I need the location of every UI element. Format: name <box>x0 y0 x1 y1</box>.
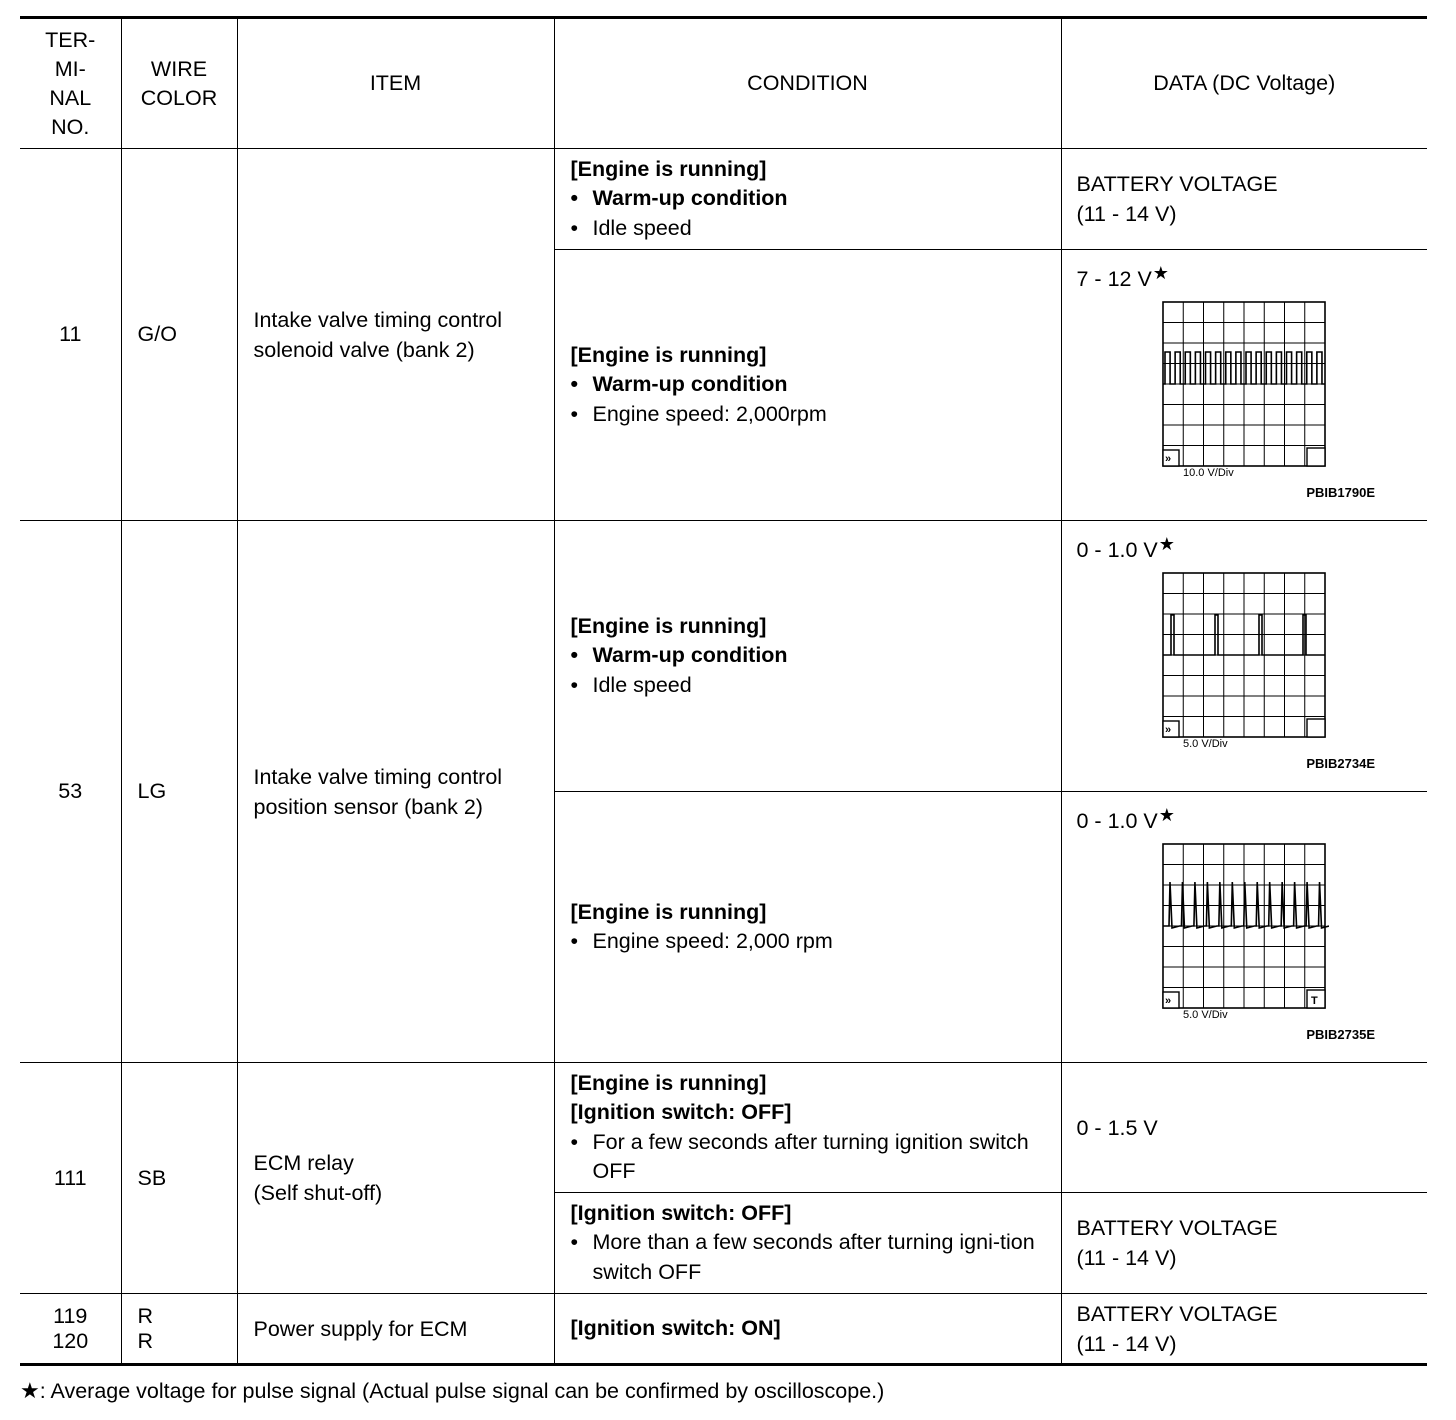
header-condition: CONDITION <box>554 18 1061 149</box>
condition-cell: [Engine is running] • Engine speed: 2,000 rpm <box>554 792 1061 1063</box>
item-description: ECM relay (Self shut-off) <box>237 1063 554 1294</box>
star-icon: ★ <box>1158 534 1175 554</box>
header-wire-color: WIRE COLOR <box>121 18 237 149</box>
terminal-number: 119 120 <box>20 1294 121 1365</box>
star-icon: ★ <box>20 1378 40 1403</box>
condition-cell: [Engine is running] [Ignition switch: OFF] • For a few seconds after turning ignition switch OFF <box>554 1063 1061 1193</box>
oscilloscope-waveform <box>1161 842 1329 1025</box>
header-data: DATA (DC Voltage) <box>1061 18 1427 149</box>
data-cell: BATTERY VOLTAGE (11 - 14 V) <box>1061 149 1427 250</box>
data-cell: BATTERY VOLTAGE (11 - 14 V) <box>1061 1294 1427 1365</box>
condition-cell: [Engine is running] • Warm-up condition • Idle speed <box>554 149 1061 250</box>
header-terminal: TER- MI- NAL NO. <box>20 18 121 149</box>
data-value: 0 - 1.0 V <box>1076 538 1158 562</box>
double-chevron-right-icon: » <box>1164 724 1171 736</box>
data-cell <box>1061 250 1427 521</box>
wire-color: LG <box>121 521 237 1063</box>
double-chevron-right-icon: » <box>1164 453 1171 465</box>
figure-code: PBIB2735E <box>1306 1027 1375 1042</box>
table-row <box>20 149 1427 250</box>
condition-cell: [Engine is running] • Warm-up condition • Engine speed: 2,000rpm <box>554 250 1061 521</box>
star-icon: ★ <box>1158 805 1175 825</box>
ecm-terminal-table <box>20 16 1427 1366</box>
condition-cell: [Ignition switch: ON] <box>554 1294 1061 1365</box>
item-description: Intake valve timing control solenoid valve (bank 2) <box>237 149 554 521</box>
condition-cell: [Engine is running] • Warm-up condition • Idle speed <box>554 521 1061 792</box>
item-description: Intake valve timing control position sensor (bank 2) <box>237 521 554 1063</box>
terminal-number: 53 <box>20 521 121 1063</box>
data-cell <box>1061 792 1427 1063</box>
footnote-text: : Average voltage for pulse signal (Actual pulse signal can be confirmed by oscilloscope.) <box>39 1379 885 1403</box>
data-value: 0 - 1.0 V <box>1076 809 1158 833</box>
terminal-number: 111 <box>20 1063 121 1294</box>
data-cell: BATTERY VOLTAGE (11 - 14 V) <box>1061 1193 1427 1294</box>
terminal-number: 11 <box>20 149 121 521</box>
header-row <box>20 18 1427 149</box>
data-cell: 0 - 1.5 V <box>1061 1063 1427 1193</box>
header-item: ITEM <box>237 18 554 149</box>
figure-code: PBIB2734E <box>1306 756 1375 771</box>
footnote <box>20 1378 884 1404</box>
star-icon: ★ <box>1152 263 1169 283</box>
trigger-marker-icon: T <box>1310 995 1318 1007</box>
figure-code: PBIB1790E <box>1306 485 1375 500</box>
data-value: 7 - 12 V <box>1076 267 1152 291</box>
oscilloscope-waveform <box>1161 571 1329 754</box>
scope-scale-label: 10.0 V/Div <box>1182 467 1234 479</box>
item-description: Power supply for ECM <box>237 1294 554 1365</box>
wire-color: G/O <box>121 149 237 521</box>
double-chevron-right-icon: » <box>1164 995 1171 1007</box>
scope-scale-label: 5.0 V/Div <box>1182 738 1228 750</box>
oscilloscope-waveform <box>1161 300 1329 483</box>
table-row <box>20 1063 1427 1193</box>
table-row <box>20 1294 1427 1365</box>
data-cell <box>1061 521 1427 792</box>
wire-color: SB <box>121 1063 237 1294</box>
trigger-marker-icon <box>1307 448 1325 466</box>
wire-color: R R <box>121 1294 237 1365</box>
table-row <box>20 521 1427 792</box>
trigger-marker-icon <box>1307 719 1325 737</box>
condition-cell: [Ignition switch: OFF] • More than a few seconds after turning igni-tion switch OFF <box>554 1193 1061 1294</box>
scope-scale-label: 5.0 V/Div <box>1182 1009 1228 1021</box>
